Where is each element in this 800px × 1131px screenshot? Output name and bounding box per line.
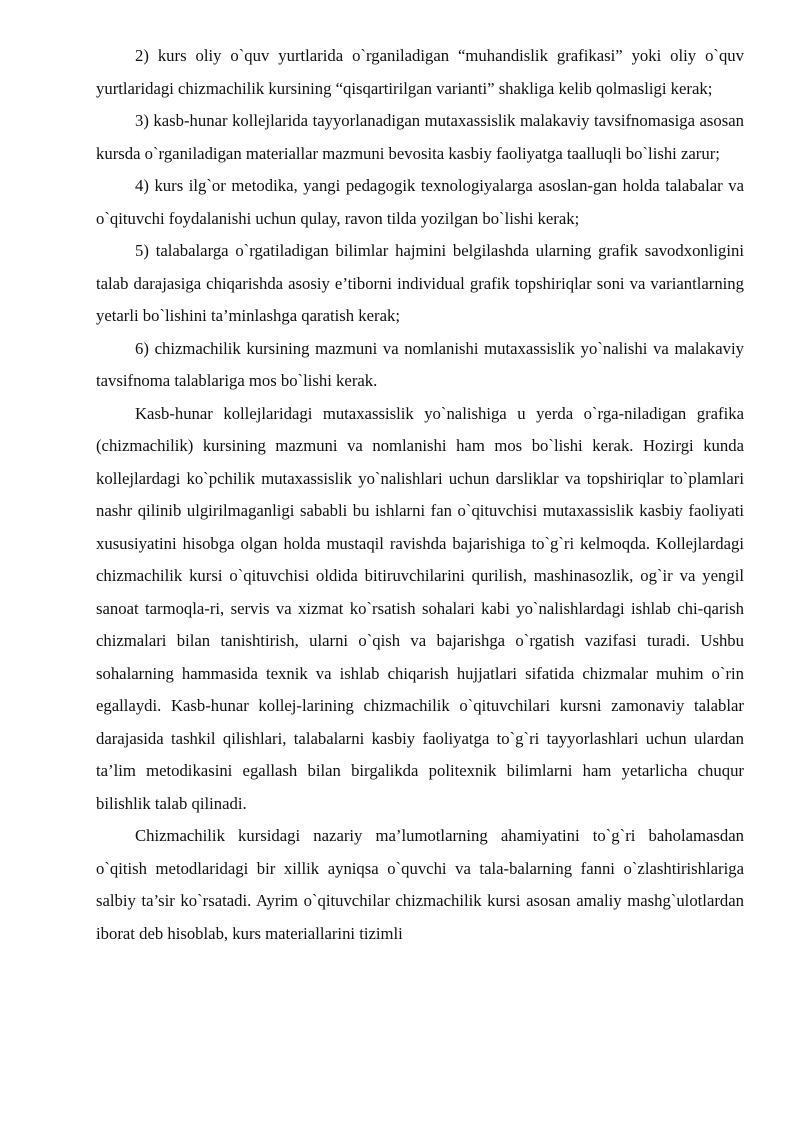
paragraph-colleges: Kasb-hunar kollejlaridagi mutaxassislik yo`nalishiga u yerda o`rga-niladigan grafika (chizmachilik) kursining mazmuni va nomlanishi ham mos bo`lishi kerak. Hozirgi kunda kollejlardagi ko`pchilik mutaxassislik yo`nalishlari uchun darsliklar va topshiriqlar to`plamlari nashr qilinib ulgirilmaganligi sababli bu ishlarni fan o`qituvchisi mutaxassislik kasbiy faoliyati xususiyatini hisobga olgan holda mustaqil ravishda bajarishiga to`g`ri kelmoqda. Kollejlardagi chizmachilik kursi o`qituvchisi oldida bitiruvchilarini qurilish, mashinasozlik, og`ir va yengil sanoat tarmoqla-ri, servis va xizmat ko`rsatish sohalari kabi yo`nalishlardagi ishlab chi-qarish chizmalari bilan tanishtirish, ularni o`qish va bajarishga o`rgatish vazifasi turadi. Ushbu sohalarning hammasida texnik va ishlab chiqarish hujjatlari sifatida chizmalar muhim o`rin egallaydi. Kasb-hunar kollej-larining chizmachilik o`qituvchilari kursni zamonaviy talablar darajasida tashkil qilishlari, talabalarni kasbiy faoliyatga to`g`ri tayyorlashlari uchun ulardan ta’lim metodikasini egallash bilan birgalikda politexnik bilimlarni ham yetarlicha chuqur bilishlik talab qilinadi. <box>96 403 744 813</box>
paragraph-theory: Chizmachilik kursidagi nazariy ma’lumotlarning ahamiyatini to`g`ri baholamasdan o`qitish metodlaridagi bir xillik ayniqsa o`quvchi va tala-balarning fanni o`zlashtirishlariga salbiy ta’sir ko`rsatadi. Ayrim o`qituvchilar chizmachilik kursi asosan amaliy mashg`ulotlardan iborat deb hisoblab, kurs materiallarini tizimli <box>96 826 744 943</box>
paragraph-item-2: 2) kurs oliy o`quv yurtlarida o`rganiladigan “muhandislik grafikasi” yoki oliy o`quv yurtlaridagi chizmachilik kursining “qisqartirilgan varianti” shakliga kelib qolmasligi kerak; <box>96 46 744 98</box>
paragraph-item-5: 5) talabalarga o`rgatiladigan bilimlar hajmini belgilashda ularning grafik savodxonligini talab darajasiga chiqarishda asosiy e’tiborni individual grafik topshiriqlar soni va variantlarning yetarli bo`lishini ta’minlashga qaratish kerak; <box>96 241 744 325</box>
paragraph-item-6: 6) chizmachilik kursining mazmuni va nomlanishi mutaxassislik yo`nalishi va malakaviy tavsifnoma talablariga mos bo`lishi kerak. <box>96 338 744 390</box>
paragraph-item-3: 3) kasb-hunar kollejlarida tayyorlanadigan mutaxassislik malakaviy tavsifnomasiga asosan kursda o`rganiladigan materiallar mazmuni bevosita kasbiy faoliyatga taalluqli bo`lishi zarur; <box>96 111 744 163</box>
paragraph-item-4: 4) kurs ilg`or metodika, yangi pedagogik texnologiyalarga asoslan-gan holda talabalar va o`qituvchi foydalanishi uchun qulay, ravon tilda yozilgan bo`lishi kerak; <box>96 176 744 228</box>
